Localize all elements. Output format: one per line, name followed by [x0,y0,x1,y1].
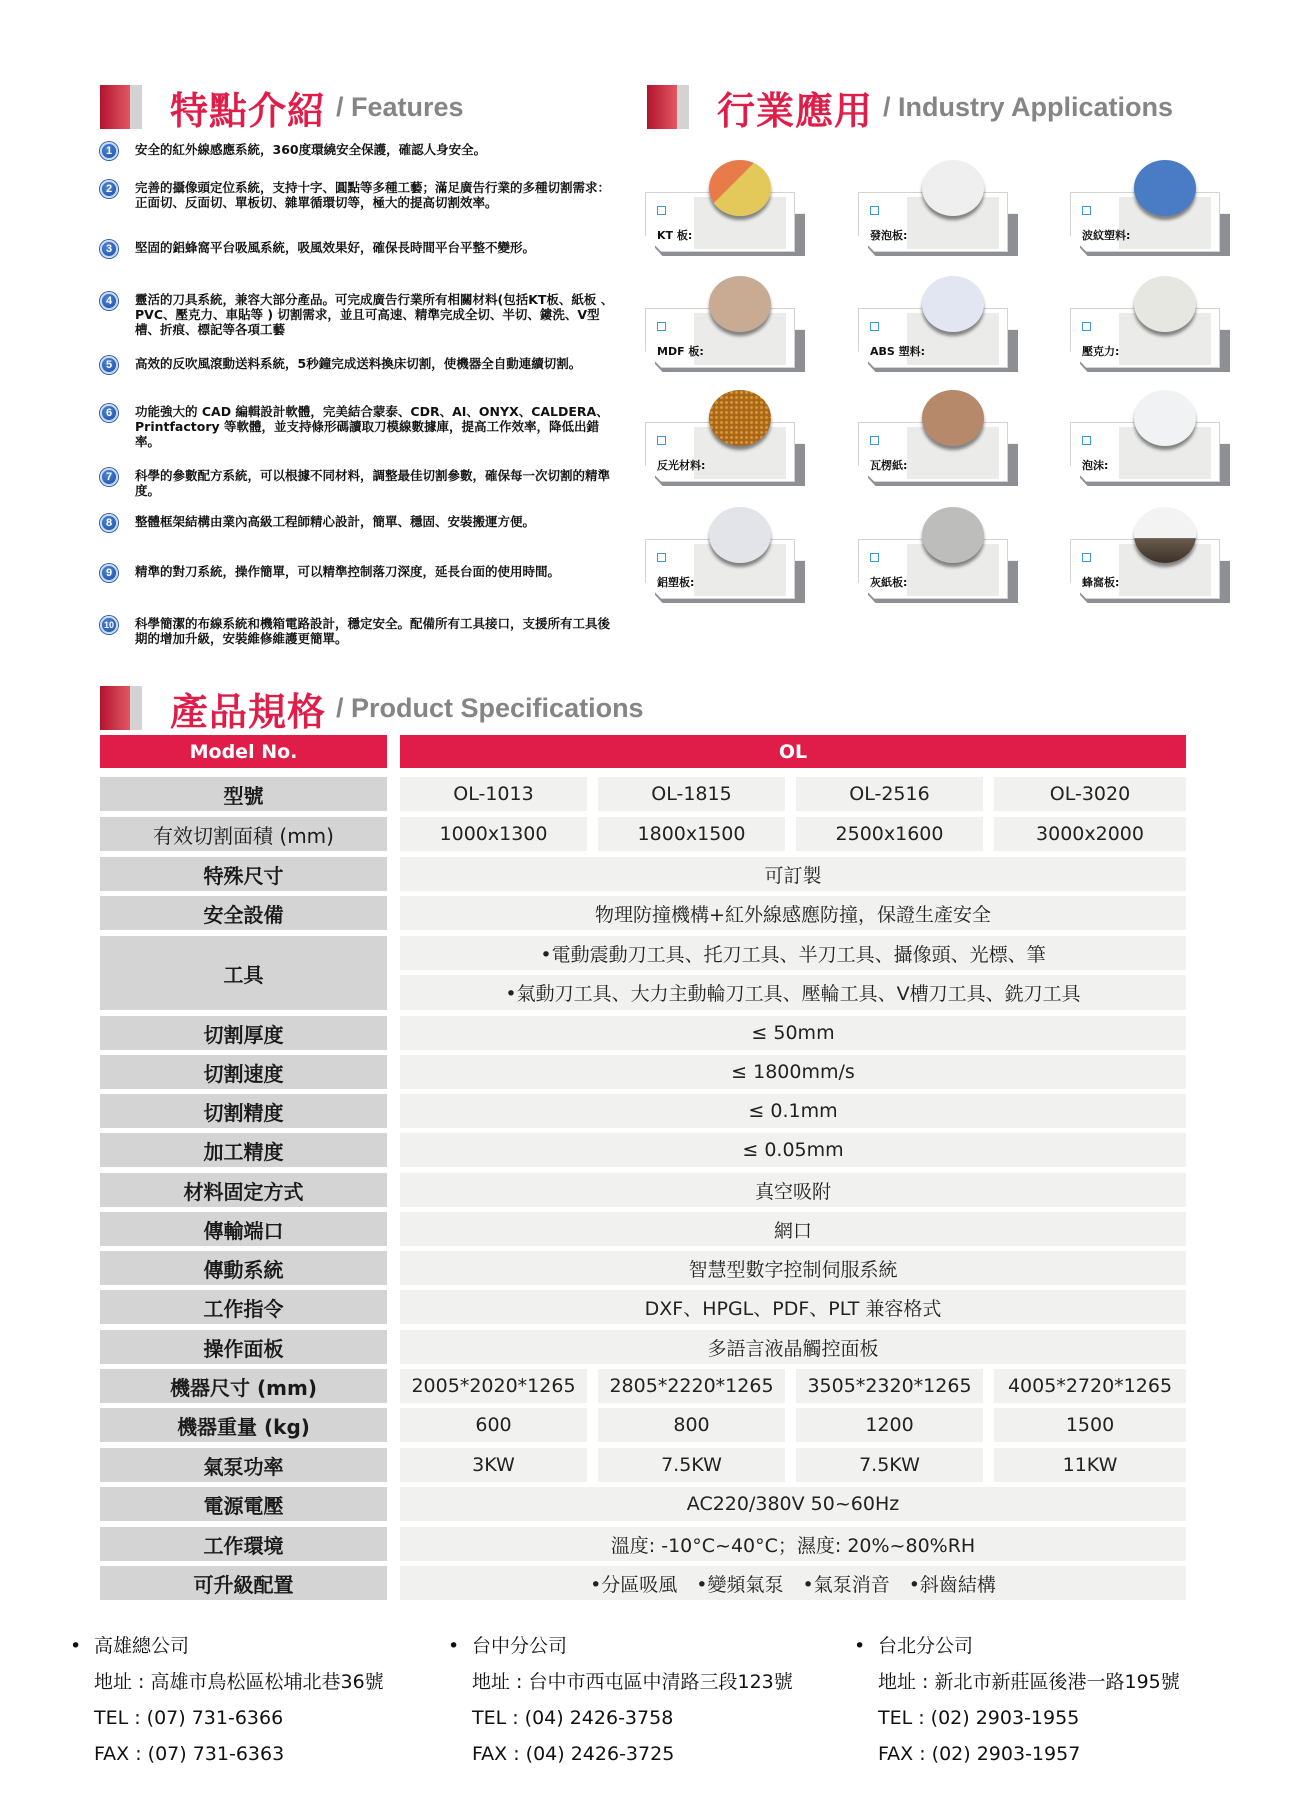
cell: 1200 [796,1408,983,1442]
cell: 1800x1500 [598,817,785,851]
feature-item [100,564,620,582]
material-label: 瓦楞紙: [870,459,908,472]
feature-item [100,514,620,532]
office-name: • 台北分公司 [858,1628,1180,1664]
checkbox-icon[interactable] [657,553,666,562]
office-tel: TEL : (02) 2903-1955 [878,1707,1080,1729]
contact-taipei [858,1628,1180,1772]
row-label: 切割厚度 [100,1016,387,1050]
industry-title-cn: 行業應用 [717,88,874,133]
row-label: 工作指令 [100,1290,387,1324]
feature-text: 高效的反吹風滾動送料系統，5秒鐘完成送料換床切割，使機器全自動連續切割。 [135,356,582,371]
material-label: 發泡板: [870,229,908,242]
number-badge-icon: 2 [100,180,118,198]
features-heading [100,82,464,132]
material-label: 泡沫: [1082,459,1109,472]
heading-accent-bar-gray [677,85,689,129]
cell: 7.5KW [796,1448,983,1482]
heading-accent-bar-gray [130,85,142,129]
feature-text: 精準的對刀系統，操作簡單，可以精準控制落刀深度，延長台面的使用時間。 [135,564,561,579]
office-address: 地址 : 台中市西屯區中清路三段123號 [472,1671,793,1693]
row-label: 特殊尺寸 [100,857,387,891]
material-label: 蜂窩板: [1082,576,1120,589]
row-label: 氣泵功率 [100,1448,387,1482]
material-card-foam-board[interactable] [858,192,1018,256]
row-label: 傳輸端口 [100,1212,387,1246]
material-label: 壓克力: [1082,345,1120,358]
checkbox-icon[interactable] [870,322,879,331]
acrylic-disc-icon [1134,276,1196,332]
checkbox-icon[interactable] [870,206,879,215]
cell: 可訂製 [400,857,1186,891]
heading-accent-bar-gray [130,686,142,730]
row-label: 機器重量 (kg) [100,1408,387,1442]
cell: 多語言液晶觸控面板 [400,1330,1186,1364]
reflective-disc-icon [709,390,771,446]
row-label: 工作環境 [100,1527,387,1561]
heading-accent-bar [100,686,130,730]
checkbox-icon[interactable] [870,436,879,445]
row-label: 電源電壓 [100,1487,387,1521]
foam-board-disc-icon [922,160,984,216]
abs-disc-icon [922,276,984,332]
material-card-foam[interactable] [1070,422,1230,486]
row-label: 切割速度 [100,1055,387,1089]
material-label: 反光材料: [657,459,706,472]
cell: 溫度: -10°C~40°C；濕度: 20%~80%RH [400,1527,1186,1561]
checkbox-icon[interactable] [657,322,666,331]
cell: 真空吸附 [400,1173,1186,1207]
header-series: OL [400,735,1186,768]
office-address: 地址 : 高雄市鳥松區松埔北巷36號 [94,1671,384,1693]
material-card-honeycomb[interactable] [1070,539,1230,603]
contact-kaohsiung [74,1628,384,1772]
feature-text: 科學簡潔的布線系統和機箱電路設計，穩定安全。配備所有工具接口，支援所有工具後期的增加升級，安裝維修維護更簡單。 [135,616,611,646]
number-badge-icon: 6 [100,404,118,422]
checkbox-icon[interactable] [657,436,666,445]
material-card-aluminum-composite[interactable] [645,539,805,603]
grey-board-disc-icon [922,507,984,563]
feature-item [100,240,620,258]
number-badge-icon: 1 [100,142,118,160]
row-label: 安全設備 [100,896,387,930]
cell: 1500 [994,1408,1186,1442]
cell: 600 [400,1408,587,1442]
cell: •氣動刀工具、大力主動輪刀工具、壓輪工具、V槽刀工具、銑刀工具 [400,975,1186,1010]
header-model-no: Model No. [100,735,387,768]
features-title-cn: 特點介紹 [170,88,327,133]
material-card-corrugated-plastic[interactable] [1070,192,1230,256]
aluminum-composite-disc-icon [709,507,771,563]
spec-heading [100,683,644,733]
industry-title-en: / Industry Applications [883,91,1174,122]
feature-item [100,180,620,210]
cell: 智慧型數字控制伺服系統 [400,1251,1186,1285]
row-label: 可升級配置 [100,1566,387,1600]
cell: 3KW [400,1448,587,1482]
material-card-reflective[interactable] [645,422,805,486]
office-tel: TEL : (07) 731-6366 [94,1707,284,1729]
row-label: 傳動系統 [100,1251,387,1285]
cell: DXF、HPGL、PDF、PLT 兼容格式 [400,1290,1186,1324]
cell: 4005*2720*1265 [994,1369,1186,1403]
heading-accent-bar [100,85,130,129]
row-label: 加工精度 [100,1133,387,1167]
number-badge-icon: 10 [100,616,118,634]
office-name: • 高雄總公司 [74,1628,384,1664]
row-label: 機器尺寸 (mm) [100,1369,387,1403]
material-label: MDF 板: [657,345,704,358]
office-fax: FAX : (02) 2903-1957 [878,1743,1081,1765]
feature-item [100,404,620,449]
feature-item [100,616,620,646]
row-label: 工具 [100,936,387,1010]
feature-item [100,356,620,374]
number-badge-icon: 5 [100,356,118,374]
material-card-grey-board[interactable] [858,539,1018,603]
cell: ≤ 0.05mm [400,1133,1186,1167]
cell: 3000x2000 [994,817,1186,851]
foam-disc-icon [1134,390,1196,446]
number-badge-icon: 3 [100,240,118,258]
cell: 2500x1600 [796,817,983,851]
row-label: 材料固定方式 [100,1173,387,1207]
material-card-acrylic[interactable] [1070,308,1230,372]
feature-text: 功能強大的 CAD 編輯設計軟體，完美結合蒙泰、CDR、AI、ONYX、CALDERA、Printfactory 等軟體，並支持條形碼讀取刀模線數據庫，提高工作效率，降低出錯率。 [135,404,609,449]
feature-item [100,468,620,498]
contact-taichung [452,1628,793,1772]
cell: 3505*2320*1265 [796,1369,983,1403]
material-label: ABS 塑料: [870,345,926,358]
heading-accent-bar [647,85,677,129]
office-address: 地址 : 新北市新莊區後港一路195號 [878,1671,1180,1693]
cell: 800 [598,1408,785,1442]
office-fax: FAX : (04) 2426-3725 [472,1743,675,1765]
number-badge-icon: 4 [100,292,118,310]
spec-title-cn: 產品規格 [170,689,327,734]
feature-item [100,142,620,160]
cell: 7.5KW [598,1448,785,1482]
honeycomb-disc-icon [1134,507,1196,563]
row-label: 切割精度 [100,1094,387,1128]
checkbox-icon[interactable] [1082,322,1091,331]
office-fax: FAX : (07) 731-6363 [94,1743,285,1765]
material-card-abs[interactable] [858,308,1018,372]
office-name: • 台中分公司 [452,1628,793,1664]
checkbox-icon[interactable] [870,553,879,562]
cell: •分區吸風 •變頻氣泵 •氣泵消音 •斜齒結構 [400,1566,1186,1600]
office-tel: TEL : (04) 2426-3758 [472,1707,674,1729]
cell: ≤ 1800mm/s [400,1055,1186,1089]
cell: 2005*2020*1265 [400,1369,587,1403]
feature-text: 科學的參數配方系統，可以根據不同材料，調整最佳切割參數，確保每一次切割的精準度。 [135,468,611,498]
cell: OL-1013 [400,777,587,811]
material-label: 鋁塑板: [657,576,695,589]
row-label: 型號 [100,777,387,811]
material-card-kt[interactable] [645,192,805,256]
cell: 網口 [400,1212,1186,1246]
mdf-disc-icon [709,276,771,332]
cell: 11KW [994,1448,1186,1482]
checkbox-icon[interactable] [1082,206,1091,215]
kt-board-disc-icon [709,160,771,216]
checkbox-icon[interactable] [1082,553,1091,562]
row-label: 有效切割面積 (mm) [100,817,387,851]
feature-text: 靈活的刀具系統，兼容大部分產品。可完成廣告行業所有相關材料(包括KT板、紙板 、PVC、壓克力、車貼等 ) 切割需求，並且可高速、精準完成全切、半切、鏤洗、V型槽、折痕、標記等各項工藝 [135,292,614,337]
cell: AC220/380V 50~60Hz [400,1487,1186,1521]
feature-item [100,292,620,337]
material-label: KT 板: [657,229,693,242]
cell: ≤ 50mm [400,1016,1186,1050]
industry-heading [647,82,1173,132]
cell: 物理防撞機構+紅外線感應防撞，保證生產安全 [400,896,1186,930]
number-badge-icon: 9 [100,564,118,582]
corrugated-paper-disc-icon [922,390,984,446]
cell: •電動震動刀工具、托刀工具、半刀工具、攝像頭、光標、筆 [400,936,1186,970]
row-label: 操作面板 [100,1330,387,1364]
cell: ≤ 0.1mm [400,1094,1186,1128]
cell: OL-1815 [598,777,785,811]
material-card-corrugated-paper[interactable] [858,422,1018,486]
cell: 2805*2220*1265 [598,1369,785,1403]
number-badge-icon: 8 [100,514,118,532]
feature-text: 安全的紅外線感應系統，360度環繞安全保護，確認人身安全。 [135,142,487,157]
material-label: 灰紙板: [870,576,908,589]
checkbox-icon[interactable] [657,206,666,215]
spec-title-en: / Product Specifications [336,692,644,723]
number-badge-icon: 7 [100,468,118,486]
material-label: 波紋塑料: [1082,229,1131,242]
feature-text: 整體框架結構由業內高級工程師精心設計，簡單、穩固、安裝搬運方便。 [135,514,536,529]
cell: OL-3020 [994,777,1186,811]
feature-text: 完善的攝像頭定位系統，支持十字、圓點等多種工藝；滿足廣告行業的多種切割需求：正面切、反面切、單板切、雜單循環切等，極大的提高切割效率。 [135,180,611,210]
cell: OL-2516 [796,777,983,811]
checkbox-icon[interactable] [1082,436,1091,445]
features-title-en: / Features [336,91,464,122]
feature-text: 堅固的鋁蜂窩平台吸風系統，吸風效果好，確保長時間平台平整不變形。 [135,240,536,255]
cell: 1000x1300 [400,817,587,851]
material-card-mdf[interactable] [645,308,805,372]
corrugated-plastic-disc-icon [1134,160,1196,216]
